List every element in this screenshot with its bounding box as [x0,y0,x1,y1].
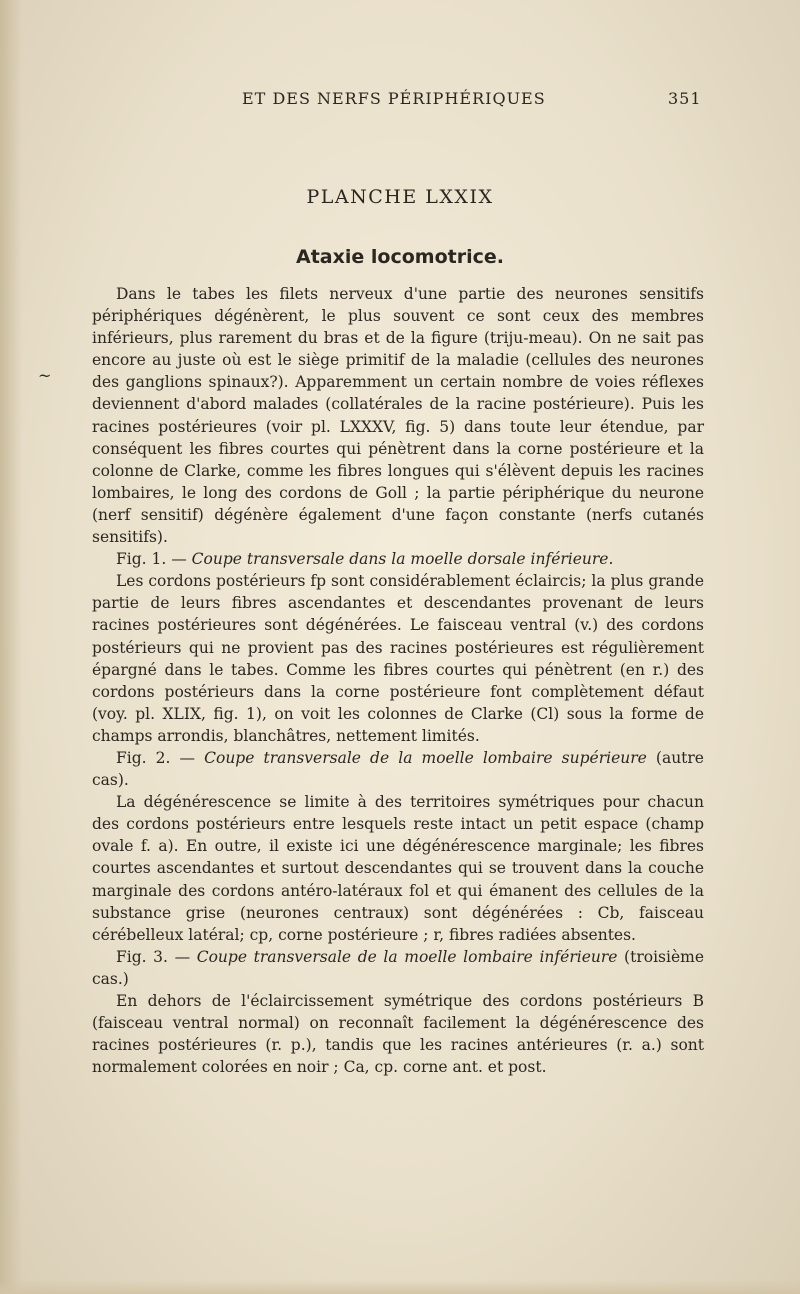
paragraph-text: En dehors de l'éclaircissement symétrique des cordons postérieurs B (faisceau ventral normal) on reconnaît facilement la dégénérescence des racines postérieures (r. p.), tandis que les racines antérieures (r. a.) sont normalement colorées en noir ; Ca, cp. corne ant. et post. [92,992,704,1077]
paragraph-text: La dégénérescence se limite à des territoires symétriques pour chacun des cordons postérieurs entre lesquels reste intact un petit espace (champ ovale f. a). En outre, il existe ici une dégénérescence marginale; les fibres courtes ascendantes et surtout descendantes qui se trouvent dans la couche marginale des cordons antéro-latéraux fol et qui émanent des cellules de la substance grise (neurones centraux) sont dégénérées : Cb, faisceau cérébelleux latéral; cp, corne postérieure ; r, fibres radiées absentes. [92,793,704,944]
paragraph-text: Dans le tabes les filets nerveux d'une partie des neurones sensitifs périphériques dégénèrent, le plus souvent ce sont ceux des membres inférieurs, plus rarement du bras et de la figure (triju-meau). On ne sait pas encore au juste où est le siège primitif de la maladie (cellules des neurones des ganglions spinaux?). Apparemment un certain nombre de voies réflexes deviennent d'abord malades (collatérales de la racine postérieure). Puis les racines postérieures (voir pl. LXXXV, fig. 5) dans toute leur étendue, par conséquent les fibres courtes qui pénètrent dans la corne postérieure et la colonne de Clarke, comme les fibres longues qui s'élèvent depuis les racines lombaires, le long des cordons de Goll ; la partie périphérique du neurone (nerf sensitif) dégénère également d'une façon constante (nerfs cutanés sensitifs). [92,285,704,547]
figure-paragraph [92,946,704,990]
margin-mark: ~ [38,366,52,385]
figure-paragraph [92,548,704,570]
running-head [0,89,800,113]
figure-label: Fig. 1. — [116,550,192,569]
figure-paragraph [92,747,704,791]
plate-title: PLANCHE LXXIX [306,186,494,208]
figure-label: Fig. 3. — [116,947,197,966]
paragraph [92,990,704,1078]
figure-caption: Coupe transversale dans la moelle dorsale inférieure. [191,550,614,569]
body-text [92,283,704,1078]
figure-caption-suffix: (troisième cas.) [92,947,704,988]
figure-caption-suffix: (autre cas). [92,748,704,790]
paragraph [92,791,704,946]
running-head-title: ET DES NERFS PÉRIPHÉRIQUES [242,89,546,108]
figure-label: Fig. 2. — [116,748,205,767]
section-title: Ataxie locomotrice. [296,246,504,268]
figure-caption: Coupe transversale de la moelle lombaire inférieure [196,947,618,966]
paragraph-text: Les cordons postérieurs fp sont considérablement éclaircis; la plus grande partie de leurs fibres ascendantes et descendantes provenant de leurs racines postérieures sont dégénérées. Le faisceau ventral (v.) des cordons postérieurs qui ne provient pas des racines postérieures est régulièrement épargné dans le tabes. Comme les fibres courtes qui pénètrent (en r.) des cordons postérieurs dans la corne postérieure font complètement défaut (voy. pl. XLIX, fig. 1), on voit les colonnes de Clarke (Cl) sous la forme de champs arrondis, blanchâtres, nettement limités. [92,572,704,745]
page-number: 351 [668,89,702,108]
paragraph [92,570,704,747]
figure-caption: Coupe transversale de la moelle lombaire supérieure [204,748,647,767]
paragraph [92,283,704,548]
